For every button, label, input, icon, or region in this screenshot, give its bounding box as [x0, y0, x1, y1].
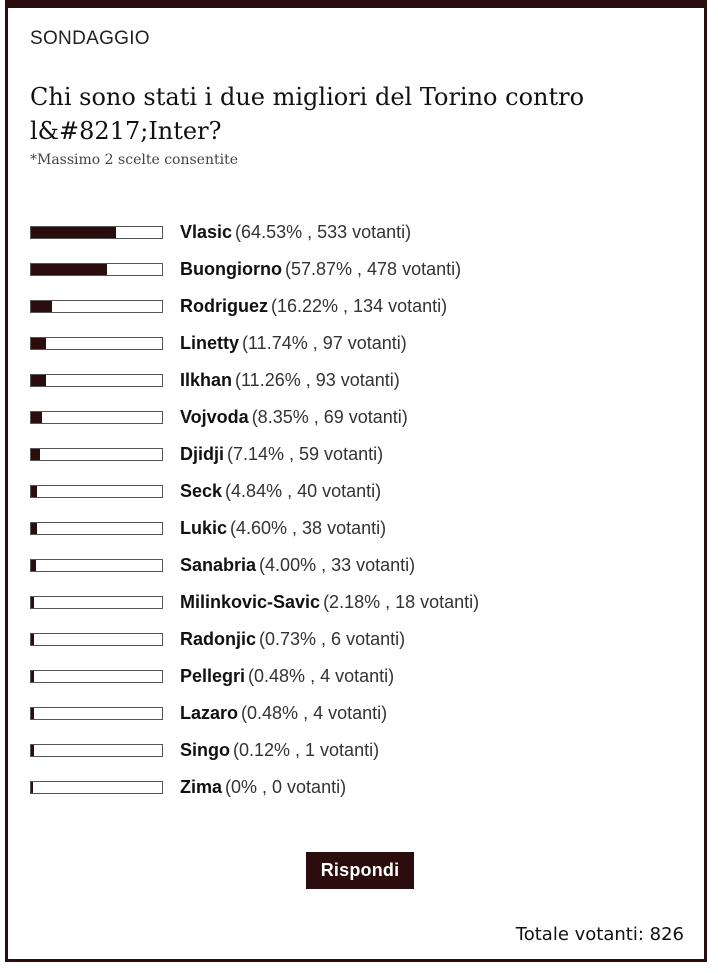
option-name: Singo [180, 740, 230, 760]
option-name: Vlasic [180, 222, 233, 242]
poll-option[interactable] [30, 510, 690, 547]
poll-option[interactable] [30, 251, 690, 288]
result-bar-fill [31, 782, 33, 793]
result-bar [30, 226, 163, 239]
option-stats: (64.53% , 533 votanti) [235, 222, 412, 242]
result-bar-fill [31, 560, 36, 571]
poll-question: Chi sono stati i due migliori del Torino contro l&#8217;Inter? [30, 83, 585, 145]
result-bar [30, 781, 163, 794]
poll-option[interactable] [30, 584, 690, 621]
result-bar [30, 522, 163, 535]
option-name: Radonjic [180, 629, 257, 649]
result-bar-fill [31, 412, 42, 423]
result-bar-fill [31, 523, 37, 534]
option-name: Lukic [180, 518, 228, 538]
result-bar [30, 263, 163, 276]
option-stats: (8.35% , 69 votanti) [251, 407, 408, 427]
result-bar-fill [31, 449, 40, 460]
option-name: Sanabria [180, 555, 257, 575]
option-name: Pellegri [180, 666, 246, 686]
poll-option[interactable] [30, 732, 690, 769]
poll-option[interactable] [30, 436, 690, 473]
option-name: Zima [180, 777, 223, 797]
result-bar-fill [31, 227, 116, 238]
poll-option[interactable] [30, 399, 690, 436]
result-bar [30, 670, 163, 683]
result-bar-fill [31, 338, 46, 349]
poll-note: *Massimo 2 scelte consentite [30, 152, 238, 168]
result-bar [30, 411, 163, 424]
poll-label: SONDAGGIO [30, 28, 150, 49]
result-bar [30, 596, 163, 609]
option-name: Ilkhan [180, 370, 233, 390]
poll-option[interactable] [30, 658, 690, 695]
result-bar-fill [31, 671, 34, 682]
result-bar [30, 448, 163, 461]
poll-options-list [30, 214, 690, 806]
option-stats: (0.12% , 1 votanti) [233, 740, 380, 760]
poll-option[interactable] [30, 325, 690, 362]
option-stats: (2.18% , 18 votanti) [323, 592, 480, 612]
poll-option[interactable] [30, 695, 690, 732]
option-name: Vojvoda [180, 407, 249, 427]
option-stats: (0% , 0 votanti) [225, 777, 347, 797]
result-bar-fill [31, 264, 107, 275]
result-bar [30, 337, 163, 350]
poll-option[interactable] [30, 288, 690, 325]
option-stats: (7.14% , 59 votanti) [227, 444, 384, 464]
option-stats: (0.48% , 4 votanti) [248, 666, 395, 686]
result-bar [30, 374, 163, 387]
option-stats: (4.00% , 33 votanti) [259, 555, 416, 575]
option-stats: (0.73% , 6 votanti) [259, 629, 406, 649]
option-stats: (4.84% , 40 votanti) [225, 481, 382, 501]
poll-option[interactable] [30, 547, 690, 584]
poll-card [5, 0, 707, 962]
option-name: Rodriguez [180, 296, 268, 316]
option-stats: (11.26% , 93 votanti) [235, 370, 400, 390]
option-name: Buongiorno [180, 259, 282, 279]
option-stats: (0.48% , 4 votanti) [241, 703, 388, 723]
option-stats: (16.22% , 134 votanti) [271, 296, 448, 316]
poll-option[interactable] [30, 621, 690, 658]
result-bar [30, 633, 163, 646]
option-stats: (4.60% , 38 votanti) [230, 518, 387, 538]
poll-option[interactable] [30, 362, 690, 399]
option-name: Djidji [180, 444, 224, 464]
result-bar [30, 707, 163, 720]
result-bar [30, 744, 163, 757]
result-bar [30, 300, 163, 313]
result-bar [30, 559, 163, 572]
poll-option[interactable] [30, 214, 690, 251]
option-name: Seck [180, 481, 223, 501]
result-bar-fill [31, 597, 34, 608]
poll-option[interactable] [30, 473, 690, 510]
total-voters: Totale votanti: 826 [515, 924, 684, 945]
option-name: Milinkovic-Savic [180, 592, 321, 612]
submit-button[interactable]: Rispondi [306, 852, 414, 889]
result-bar-fill [31, 634, 34, 645]
result-bar-fill [31, 301, 52, 312]
option-stats: (57.87% , 478 votanti) [284, 259, 462, 279]
option-stats: (11.74% , 97 votanti) [242, 333, 407, 353]
option-name: Lazaro [180, 703, 239, 723]
poll-option[interactable] [30, 769, 690, 806]
result-bar-fill [31, 708, 34, 719]
result-bar-fill [31, 375, 46, 386]
result-bar [30, 485, 163, 498]
result-bar-fill [31, 486, 37, 497]
result-bar-fill [31, 745, 34, 756]
option-name: Linetty [180, 333, 240, 353]
